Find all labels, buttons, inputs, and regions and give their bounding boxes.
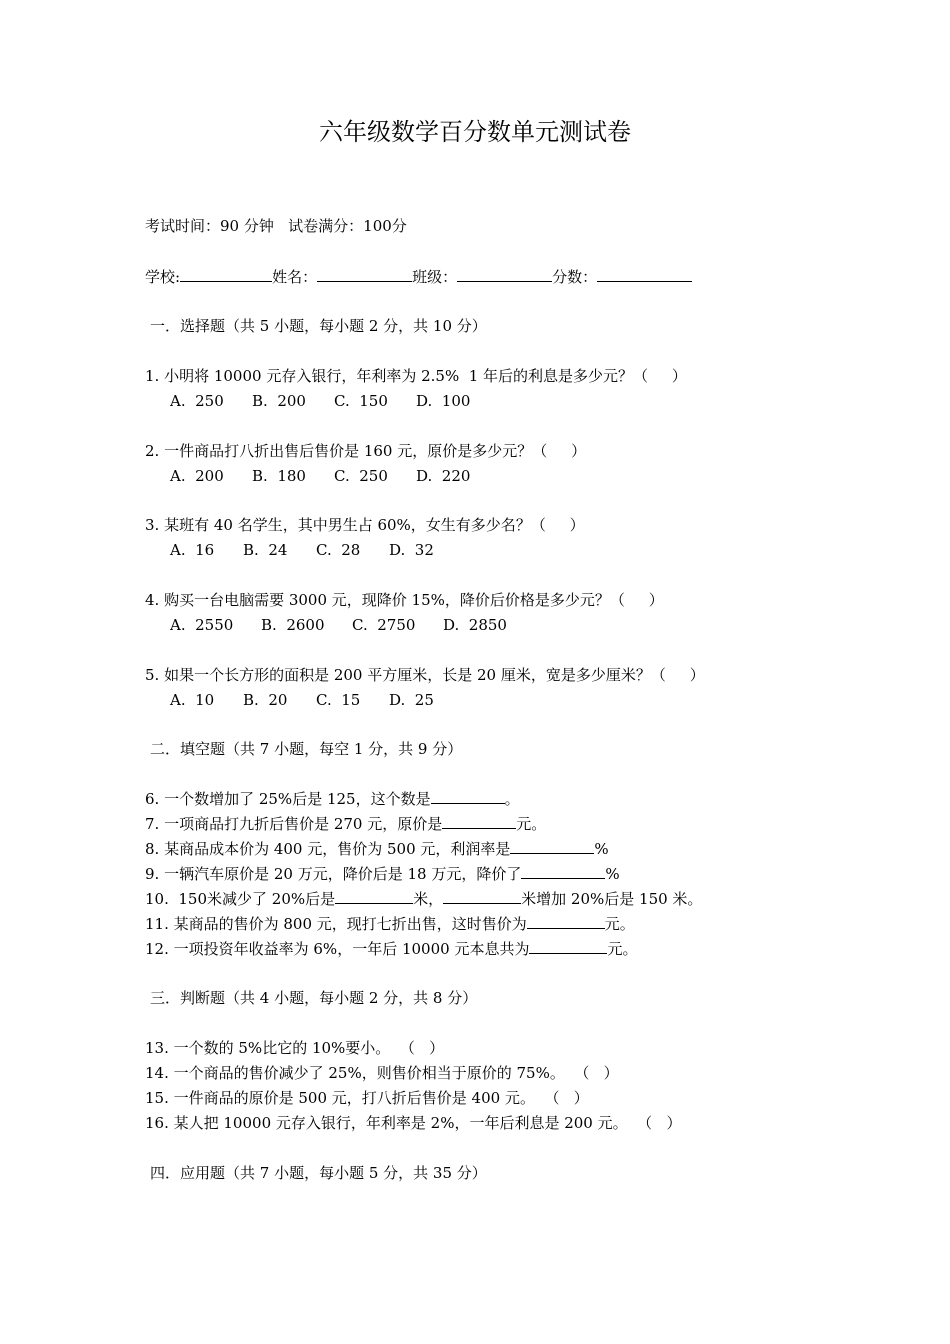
- score-label: 分数：: [552, 268, 598, 286]
- option: D. 2850: [443, 616, 507, 634]
- class-label: 班级：: [412, 268, 458, 286]
- section-heading: 二．填空题（共 7 小题，每空 1 分，共 9 分）: [150, 740, 463, 758]
- section-heading: 四．应用题（共 7 小题，每小题 5 分，共 35 分）: [150, 1164, 487, 1182]
- option: B. 180: [252, 467, 306, 485]
- question-12: [145, 937, 637, 961]
- answer-blank[interactable]: [527, 914, 605, 929]
- question-text: 。: [504, 790, 520, 808]
- question-text: 米，: [413, 890, 444, 908]
- section-heading: 三．判断题（共 4 小题，每小题 2 分，共 8 分）: [150, 989, 478, 1007]
- option: D. 25: [389, 691, 434, 709]
- option: C. 28: [316, 541, 361, 559]
- options-2: [170, 464, 470, 488]
- question-text: 10. 150米减少了 20%后是: [145, 890, 336, 908]
- question-text: 6. 一个数增加了 25%后是 125，这个数是: [145, 790, 431, 808]
- header-fields: [145, 265, 692, 289]
- question-text: 米增加 20%后是 150 米。: [521, 890, 703, 908]
- option: A. 2550: [170, 616, 234, 634]
- option: B. 200: [252, 392, 306, 410]
- name-label: 姓名：: [272, 268, 318, 286]
- name-blank[interactable]: [317, 267, 412, 282]
- answer-blank[interactable]: [443, 889, 521, 904]
- question-2: 2. 一件商品打八折出售后售价是 160 元，原价是多少元？（ ）: [145, 442, 587, 460]
- option: B. 2600: [261, 616, 325, 634]
- option: A. 200: [170, 467, 224, 485]
- question-9: [145, 862, 620, 886]
- page-title: 六年级数学百分数单元测试卷: [319, 118, 631, 146]
- question-16: 16. 某人把 10000 元存入银行，年利率是 2%，一年后利息是 200 元。 （ ）: [145, 1114, 682, 1132]
- question-text: 7. 一项商品打九折后售价是 270 元，原价是: [145, 815, 443, 833]
- option: A. 250: [170, 392, 224, 410]
- option: C. 250: [334, 467, 388, 485]
- answer-blank[interactable]: [442, 814, 516, 829]
- options-1: [170, 389, 470, 413]
- question-4: 4. 购买一台电脑需要 3000 元，现降价 15%，降价后价格是多少元？（ ）: [145, 591, 664, 609]
- question-text: %: [605, 865, 620, 883]
- options-3: [170, 538, 434, 562]
- options-5: [170, 688, 434, 712]
- question-text: 元。: [604, 915, 635, 933]
- question-14: 14. 一个商品的售价减少了 25%，则售价相当于原价的 75%。 （ ）: [145, 1064, 619, 1082]
- class-blank[interactable]: [457, 267, 552, 282]
- option: C. 15: [316, 691, 361, 709]
- question-text: 元。: [516, 815, 547, 833]
- option: A. 10: [170, 691, 215, 709]
- option: C. 2750: [352, 616, 416, 634]
- question-15: 15. 一件商品的原价是 500 元，打八折后售价是 400 元。 （ ）: [145, 1089, 589, 1107]
- section-heading: 一．选择题（共 5 小题，每小题 2 分，共 10 分）: [150, 317, 487, 335]
- option: D. 220: [416, 467, 471, 485]
- answer-blank[interactable]: [510, 839, 594, 854]
- question-text: 8. 某商品成本价为 400 元，售价为 500 元，利润率是: [145, 840, 511, 858]
- school-label: 学校:: [145, 268, 181, 286]
- question-3: 3. 某班有 40 名学生，其中男生占 60%，女生有多少名？（ ）: [145, 516, 585, 534]
- school-blank[interactable]: [180, 267, 272, 282]
- exam-info: 考试时间：90 分钟 试卷满分：100分: [145, 217, 407, 235]
- question-11: [145, 912, 635, 936]
- question-8: [145, 837, 609, 861]
- option: B. 24: [243, 541, 288, 559]
- question-text: 9. 一辆汽车原价是 20 万元，降价后是 18 万元，降价了: [145, 865, 522, 883]
- option: C. 150: [334, 392, 388, 410]
- question-text: 11. 某商品的售价为 800 元，现打七折出售，这时售价为: [145, 915, 527, 933]
- option: A. 16: [170, 541, 215, 559]
- options-4: [170, 613, 507, 637]
- answer-blank[interactable]: [431, 789, 505, 804]
- option: D. 100: [416, 392, 471, 410]
- question-text: 12. 一项投资年收益率为 6%，一年后 10000 元本息共为: [145, 940, 530, 958]
- question-text: 元。: [607, 940, 638, 958]
- answer-blank[interactable]: [335, 889, 413, 904]
- option: D. 32: [389, 541, 434, 559]
- option: B. 20: [243, 691, 288, 709]
- question-6: [145, 787, 520, 811]
- question-5: 5. 如果一个长方形的面积是 200 平方厘米，长是 20 厘米，宽是多少厘米？（ ）: [145, 666, 705, 684]
- question-13: 13. 一个数的 5%比它的 10%要小。 （ ）: [145, 1039, 445, 1057]
- answer-blank[interactable]: [529, 939, 607, 954]
- score-blank[interactable]: [597, 267, 692, 282]
- question-text: %: [594, 840, 609, 858]
- question-1: 1. 小明将 10000 元存入银行，年利率为 2.5% 1 年后的利息是多少元？（ ）: [145, 367, 687, 385]
- answer-blank[interactable]: [521, 864, 605, 879]
- question-10: [145, 887, 702, 911]
- question-7: [145, 812, 546, 836]
